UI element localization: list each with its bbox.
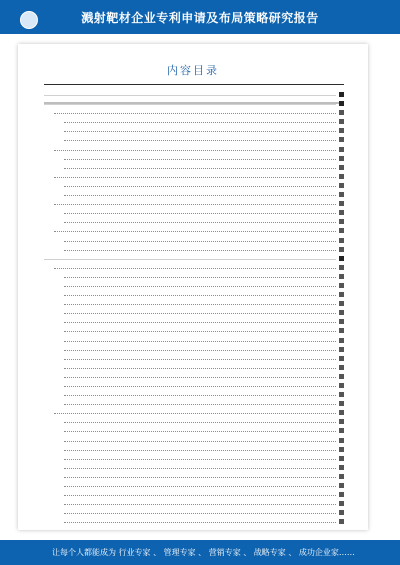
toc-page-number xyxy=(339,483,344,488)
toc-entry xyxy=(44,399,344,408)
toc-page-number xyxy=(339,347,344,352)
toc-page-number xyxy=(339,428,344,433)
toc-entry xyxy=(44,290,344,299)
toc-leader xyxy=(54,113,336,114)
toc-leader xyxy=(64,241,336,242)
toc-leader xyxy=(64,459,336,460)
toc-page-number xyxy=(339,310,344,315)
toc-page-number xyxy=(339,165,344,170)
toc-entry xyxy=(44,463,344,472)
toc-page-number xyxy=(339,319,344,324)
toc-page-number xyxy=(339,247,344,252)
toc-page-number xyxy=(339,219,344,224)
toc-leader xyxy=(54,177,336,178)
toc-leader xyxy=(64,122,336,123)
toc-leader xyxy=(64,359,336,360)
toc-page-number xyxy=(339,465,344,470)
toc-page-number xyxy=(339,365,344,370)
toc-entry xyxy=(44,372,344,381)
logo-icon xyxy=(20,11,38,29)
toc-entry xyxy=(44,345,344,354)
toc-entry xyxy=(44,490,344,499)
toc-leader xyxy=(44,259,336,260)
toc-leader xyxy=(64,422,336,423)
toc-page-number xyxy=(339,410,344,415)
toc-page-number xyxy=(339,328,344,333)
toc-page-number xyxy=(339,174,344,179)
toc-page-number xyxy=(339,501,344,506)
toc-entry xyxy=(44,163,344,172)
toc-page-number xyxy=(339,510,344,515)
toc-entry xyxy=(44,354,344,363)
toc-leader xyxy=(54,150,336,151)
toc-leader xyxy=(64,395,336,396)
toc-page-number xyxy=(339,192,344,197)
toc-entry xyxy=(44,508,344,517)
toc-leader xyxy=(64,322,336,323)
toc-page-number xyxy=(339,147,344,152)
toc-entry xyxy=(44,190,344,199)
toc-entry xyxy=(44,363,344,372)
toc-page-number xyxy=(339,137,344,142)
toc-entry xyxy=(44,417,344,426)
toc-entry xyxy=(44,481,344,490)
toc-entry xyxy=(44,408,344,417)
toc-leader xyxy=(64,304,336,305)
toc-leader xyxy=(64,468,336,469)
toc-entry xyxy=(44,90,344,99)
toc-entry xyxy=(44,236,344,245)
toc-entry xyxy=(44,317,344,326)
toc-leader xyxy=(64,486,336,487)
toc-leader xyxy=(64,186,336,187)
toc-entry xyxy=(44,172,344,181)
toc-entry xyxy=(44,181,344,190)
toc-entry xyxy=(44,281,344,290)
toc-entry xyxy=(44,108,344,117)
toc-page-number xyxy=(339,110,344,115)
toc-page-number xyxy=(339,392,344,397)
toc-entry xyxy=(44,226,344,235)
toc-page-number xyxy=(339,492,344,497)
toc-leader xyxy=(64,522,336,523)
toc-page-number xyxy=(339,283,344,288)
toc-leader xyxy=(54,268,336,269)
toc-leader xyxy=(64,368,336,369)
toc-entry xyxy=(44,517,344,526)
toc-list xyxy=(44,90,344,527)
toc-title: 内容目录 xyxy=(167,64,219,77)
toc-page-number xyxy=(339,238,344,243)
toc-leader xyxy=(64,377,336,378)
toc-leader xyxy=(64,159,336,160)
toc-leader xyxy=(54,204,336,205)
toc-leader xyxy=(64,168,336,169)
toc-page-number xyxy=(339,210,344,215)
document-title: 溅射靶材企业专利申请及布局策略研究报告 xyxy=(81,10,319,25)
toc-leader xyxy=(64,295,336,296)
toc-entry xyxy=(44,336,344,345)
toc-page-number xyxy=(339,374,344,379)
toc-leader xyxy=(54,231,336,232)
toc-page-number xyxy=(339,438,344,443)
toc-entry xyxy=(44,426,344,435)
toc-leader xyxy=(64,140,336,141)
toc-entry xyxy=(44,436,344,445)
toc-entry xyxy=(44,99,344,108)
toc-page xyxy=(18,44,368,530)
toc-leader xyxy=(64,404,336,405)
toc-entry xyxy=(44,308,344,317)
toc-leader xyxy=(64,477,336,478)
toc-leader xyxy=(64,513,336,514)
toc-page-number xyxy=(339,292,344,297)
toc-leader xyxy=(64,441,336,442)
toc-entry xyxy=(44,445,344,454)
toc-entry xyxy=(44,126,344,135)
toc-rule xyxy=(44,84,344,85)
toc-entry xyxy=(44,135,344,144)
toc-leader xyxy=(64,195,336,196)
toc-page-number xyxy=(339,228,344,233)
toc-leader xyxy=(64,222,336,223)
toc-page-number xyxy=(339,301,344,306)
toc-page-number xyxy=(339,274,344,279)
toc-page-number xyxy=(339,156,344,161)
toc-page-number xyxy=(339,447,344,452)
toc-page-number xyxy=(339,419,344,424)
toc-leader xyxy=(64,341,336,342)
toc-entry xyxy=(44,217,344,226)
toc-leader xyxy=(64,386,336,387)
toc-page-number xyxy=(339,101,344,106)
toc-page-number xyxy=(339,256,344,261)
toc-entry xyxy=(44,208,344,217)
toc-leader xyxy=(64,504,336,505)
toc-page-number xyxy=(339,519,344,524)
toc-leader xyxy=(64,313,336,314)
toc-leader xyxy=(44,104,336,105)
toc-leader xyxy=(64,277,336,278)
toc-page-number xyxy=(339,92,344,97)
toc-leader xyxy=(64,131,336,132)
toc-entry xyxy=(44,254,344,263)
toc-entry xyxy=(44,454,344,463)
toc-leader xyxy=(54,413,336,414)
toc-page-number xyxy=(339,401,344,406)
toc-page-number xyxy=(339,456,344,461)
footer-banner xyxy=(0,540,400,565)
toc-leader xyxy=(64,431,336,432)
toc-leader xyxy=(64,250,336,251)
toc-page-number xyxy=(339,338,344,343)
footer-slogan: 让每个人都能成为 行业专家 、 管理专家 、 营销专家 、 战略专家 、 成功企业家…… xyxy=(52,548,355,557)
toc-entry xyxy=(44,199,344,208)
toc-leader xyxy=(64,286,336,287)
toc-page-number xyxy=(339,356,344,361)
toc-leader xyxy=(64,450,336,451)
toc-entry xyxy=(44,472,344,481)
toc-entry xyxy=(44,154,344,163)
toc-leader xyxy=(44,95,336,96)
toc-entry xyxy=(44,326,344,335)
toc-leader xyxy=(64,350,336,351)
toc-entry xyxy=(44,381,344,390)
toc-leader xyxy=(64,213,336,214)
toc-page-number xyxy=(339,265,344,270)
toc-entry xyxy=(44,499,344,508)
document-header xyxy=(0,0,400,34)
toc-entry xyxy=(44,117,344,126)
toc-entry xyxy=(44,272,344,281)
toc-page-number xyxy=(339,183,344,188)
toc-page-number xyxy=(339,383,344,388)
toc-page-number xyxy=(339,119,344,124)
toc-entry xyxy=(44,299,344,308)
toc-page-number xyxy=(339,474,344,479)
toc-page-number xyxy=(339,128,344,133)
toc-leader xyxy=(64,331,336,332)
toc-entry xyxy=(44,245,344,254)
toc-entry xyxy=(44,145,344,154)
toc-page-number xyxy=(339,201,344,206)
toc-entry xyxy=(44,390,344,399)
toc-leader xyxy=(64,495,336,496)
toc-entry xyxy=(44,263,344,272)
